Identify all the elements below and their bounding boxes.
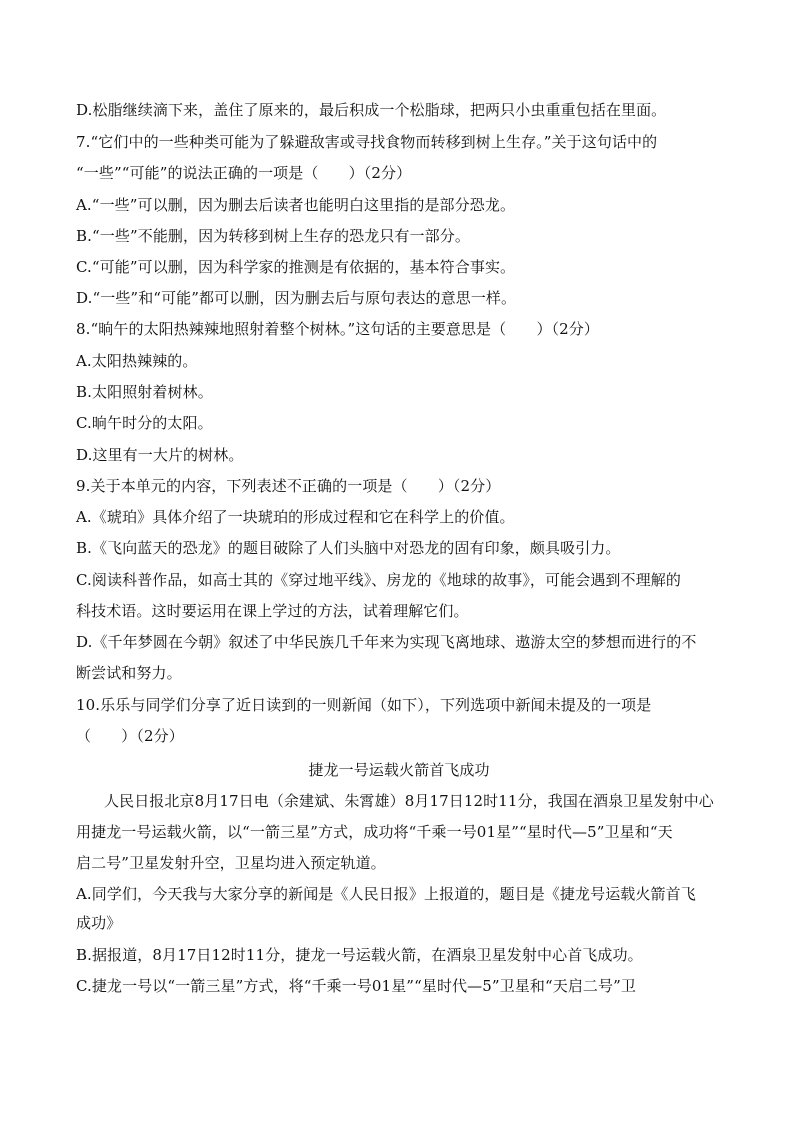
q9-stem: 9.关于本单元的内容，下列表述不正确的一项是（ ）（2分）	[76, 477, 501, 495]
q7-stem-line1: 7.“它们中的一些种类可能为了躲避敌害或寻找食物而转移到树上生存。”关于这句话中的	[76, 133, 658, 151]
q9-option-c-line1: C.阅读科普作品，如高士其的《穿过地平线》、房龙的《地球的故事》，可能会遇到不理解的	[76, 571, 681, 589]
news-title: 捷龙一号运载火箭首飞成功	[308, 761, 490, 779]
q7-option-a: A.“一些”可以删，因为删去后读者也能明白这里指的是部分恐龙。	[76, 196, 516, 214]
q6-option-d: D.松脂继续滴下来，盖住了原来的，最后积成一个松脂球，把两只小虫重重包括在里面。	[76, 101, 667, 119]
q7-option-d: D.“一些”和“可能”都可以删，因为删去后与原句表达的意思一样。	[76, 289, 517, 307]
q8-option-d: D.这里有一大片的树林。	[76, 446, 244, 464]
q9-option-c-line2: 科技术语。这时要运用在课上学过的方法，试着理解它们。	[76, 602, 469, 620]
news-body-line1: 人民日报北京8月17日电（余建斌、朱霄雄）8月17日12时11分，我国在酒泉卫星发射中心	[104, 792, 714, 810]
q9-option-d-line1: D.《千年梦圆在今朝》叙述了中华民族几千年来为实现飞离地球、遨游太空的梦想而进行的不	[76, 633, 697, 651]
q9-option-b: B.《飞向蓝天的恐龙》的题目破除了人们头脑中对恐龙的固有印象，颇具吸引力。	[76, 539, 621, 557]
q10-option-c-line1: C.捷龙一号以“一箭三星”方式，将“千乘一号01星”“星时代—5”卫星和“天启二号”卫	[76, 977, 636, 995]
q8-option-c: C.晌午时分的太阳。	[76, 414, 213, 432]
q10-stem-line1: 10.乐乐与同学们分享了近日读到的一则新闻（如下），下列选项中新闻未提及的一项是	[76, 696, 652, 714]
q7-option-c: C.“可能”可以删，因为科学家的推测是有依据的，基本符合事实。	[76, 258, 516, 276]
q10-option-b: B.据报道，8月17日12时11分，捷龙一号运载火箭，在酒泉卫星发射中心首飞成功。	[76, 946, 643, 964]
q9-option-a: A.《琥珀》具体介绍了一块琥珀的形成过程和它在科学上的价值。	[76, 508, 515, 526]
q10-option-a-line1: A.同学们，今天我与大家分享的新闻是《人民日报》上报道的，题目是《捷龙号运载火箭首飞	[76, 885, 696, 903]
q8-stem: 8.“晌午的太阳热辣辣地照射着整个树林。”这句话的主要意思是（ ）（2分）	[76, 320, 599, 338]
q9-option-d-line2: 断尝试和努力。	[76, 664, 182, 682]
q7-stem-line2: “一些”“可能”的说法正确的一项是（ ）（2分）	[76, 164, 412, 182]
q8-option-a: A.太阳热辣辣的。	[76, 352, 198, 370]
news-body-line2: 用捷龙一号运载火箭，以“一箭三星”方式，成功将“千乘一号01星”“星时代—5”卫星和“天	[76, 823, 673, 841]
q7-option-b: B.“一些”不能删，因为转移到树上生存的恐龙只有一部分。	[76, 227, 470, 245]
q10-stem-line2: （ ）（2分）	[76, 727, 184, 745]
q8-option-b: B.太阳照射着树林。	[76, 383, 213, 401]
q10-option-a-line2: 成功》	[76, 914, 122, 932]
news-body-line3: 启二号”卫星发射升空，卫星均进入预定轨道。	[76, 854, 386, 872]
